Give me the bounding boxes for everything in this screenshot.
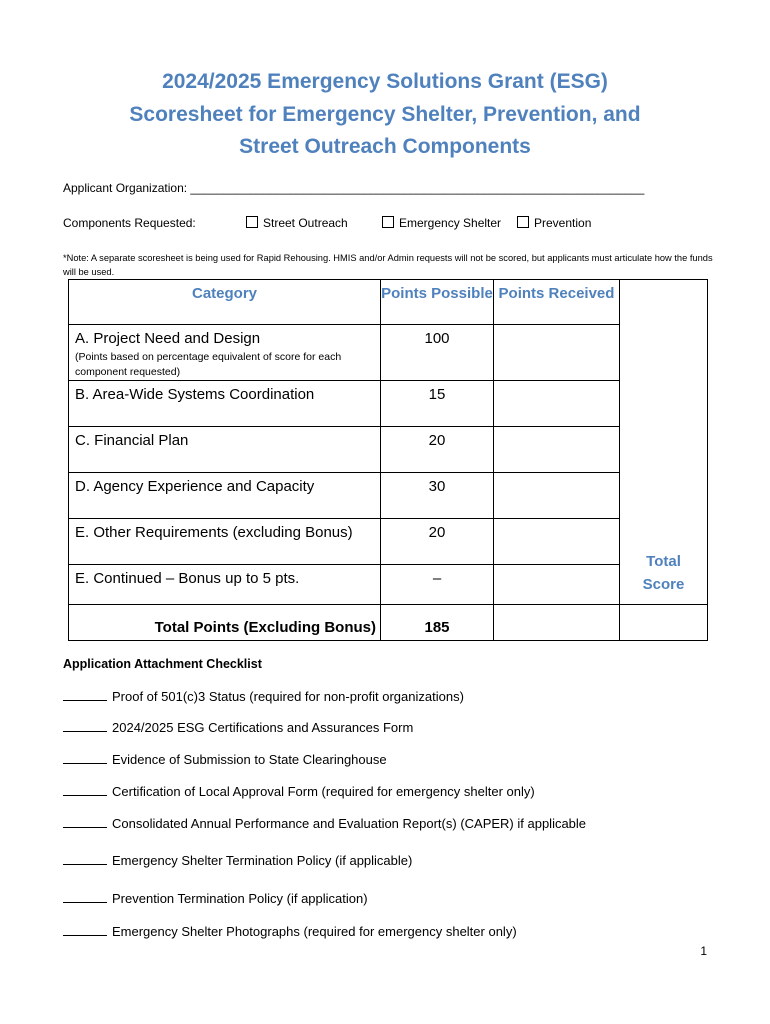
checklist-item: [63, 891, 368, 906]
title-line-3: Street Outreach Components: [239, 135, 531, 158]
total-points-label: Total Points (Excluding Bonus): [69, 605, 381, 641]
points-possible-cell: 15: [381, 381, 494, 427]
note-text: *Note: A separate scoresheet is being used for Rapid Rehousing. HMIS and/or Admin requests will not be scored, but applicants must articulate how the funds will be used.: [63, 253, 713, 277]
category-label: A. Project Need and Design: [75, 330, 261, 347]
category-label: B. Area-Wide Systems Coordination: [69, 381, 381, 427]
points-received-field[interactable]: [494, 565, 620, 605]
points-received-field[interactable]: [494, 473, 620, 519]
option-emergency-shelter[interactable]: [382, 216, 501, 230]
header-points-possible: Points Possible: [381, 280, 494, 325]
checklist-item-label: Emergency Shelter Photographs (required for emergency shelter only): [112, 924, 517, 939]
points-received-field[interactable]: [494, 325, 620, 381]
checklist-item: [63, 924, 517, 939]
components-label: Components Requested:: [63, 216, 196, 230]
checklist-item: [63, 816, 586, 831]
checklist-item-label: Prevention Termination Policy (if application): [112, 891, 368, 906]
category-label: D. Agency Experience and Capacity: [69, 473, 381, 519]
checklist-item-label: Emergency Shelter Termination Policy (if applicable): [112, 853, 413, 868]
table-row: [69, 473, 708, 519]
points-possible-cell: 20: [381, 427, 494, 473]
table-row: [69, 427, 708, 473]
points-received-field[interactable]: [494, 381, 620, 427]
page-number: 1: [700, 944, 707, 958]
category-label: E. Other Requirements (excluding Bonus): [69, 519, 381, 565]
category-cell: [69, 325, 381, 381]
checklist-blank[interactable]: [63, 817, 107, 828]
prevention-checkbox[interactable]: [517, 216, 529, 228]
applicant-label: Applicant Organization:: [63, 181, 188, 195]
checklist-item: [63, 689, 464, 704]
points-possible-cell: 30: [381, 473, 494, 519]
title-line-1: 2024/2025 Emergency Solutions Grant (ESG): [162, 70, 608, 93]
points-possible-cell: –: [381, 565, 494, 605]
title-line-2: Scoresheet for Emergency Shelter, Prevention, and: [129, 103, 641, 126]
table-row: [69, 325, 708, 381]
category-subnote: (Points based on percentage equivalent of score for each component requested): [75, 351, 342, 378]
street-outreach-checkbox[interactable]: [246, 216, 258, 228]
checklist-item-label: Consolidated Annual Performance and Evaluation Report(s) (CAPER) if applicable: [112, 816, 587, 831]
emergency-shelter-checkbox[interactable]: [382, 216, 394, 228]
points-possible-cell: 100: [381, 325, 494, 381]
table-row: [69, 565, 708, 605]
option-prevention[interactable]: [517, 216, 591, 230]
checklist-item: [63, 752, 387, 767]
table-row: [69, 381, 708, 427]
points-received-field[interactable]: [494, 519, 620, 565]
total-score-cell: [620, 280, 708, 605]
checklist-blank[interactable]: [63, 785, 107, 796]
emergency-shelter-label: Emergency Shelter: [399, 216, 502, 230]
checklist-heading: Application Attachment Checklist: [63, 657, 262, 671]
score-table: [68, 279, 708, 641]
checklist-blank[interactable]: [63, 892, 107, 903]
checklist-item-label: Proof of 501(c)3 Status (required for non-profit organizations): [112, 689, 464, 704]
checklist-blank[interactable]: [63, 690, 107, 701]
table-row: [69, 519, 708, 565]
total-score-field[interactable]: [620, 605, 708, 641]
header-points-received: Points Received: [494, 280, 620, 325]
category-label: E. Continued – Bonus up to 5 pts.: [69, 565, 381, 605]
checklist-item: [63, 720, 413, 735]
prevention-label: Prevention: [534, 216, 592, 230]
checklist-item: [63, 853, 412, 868]
total-score-label-1: Total: [646, 553, 681, 570]
street-outreach-label: Street Outreach: [263, 216, 348, 230]
checklist-item-label: Certification of Local Approval Form (required for emergency shelter only): [112, 784, 535, 799]
total-points-value: 185: [381, 605, 494, 641]
total-row: [69, 605, 708, 641]
checklist-item: [63, 784, 535, 799]
checklist-blank[interactable]: [63, 925, 107, 936]
option-street-outreach[interactable]: [246, 216, 348, 230]
category-label: C. Financial Plan: [69, 427, 381, 473]
applicant-row: [63, 181, 644, 195]
checklist-blank[interactable]: [63, 721, 107, 732]
total-received-field[interactable]: [494, 605, 620, 641]
checklist-item-label: Evidence of Submission to State Clearinghouse: [112, 752, 387, 767]
components-row: [63, 216, 196, 230]
header-category: Category: [69, 280, 381, 325]
points-received-field[interactable]: [494, 427, 620, 473]
table-header-row: [69, 280, 708, 325]
checklist-blank[interactable]: [63, 854, 107, 865]
checklist-item-label: 2024/2025 ESG Certifications and Assurances Form: [112, 720, 414, 735]
checklist-blank[interactable]: [63, 753, 107, 764]
total-score-label-2: Score: [642, 576, 685, 593]
points-possible-cell: 20: [381, 519, 494, 565]
applicant-field[interactable]: ____________________________________________________________________: [190, 181, 645, 195]
